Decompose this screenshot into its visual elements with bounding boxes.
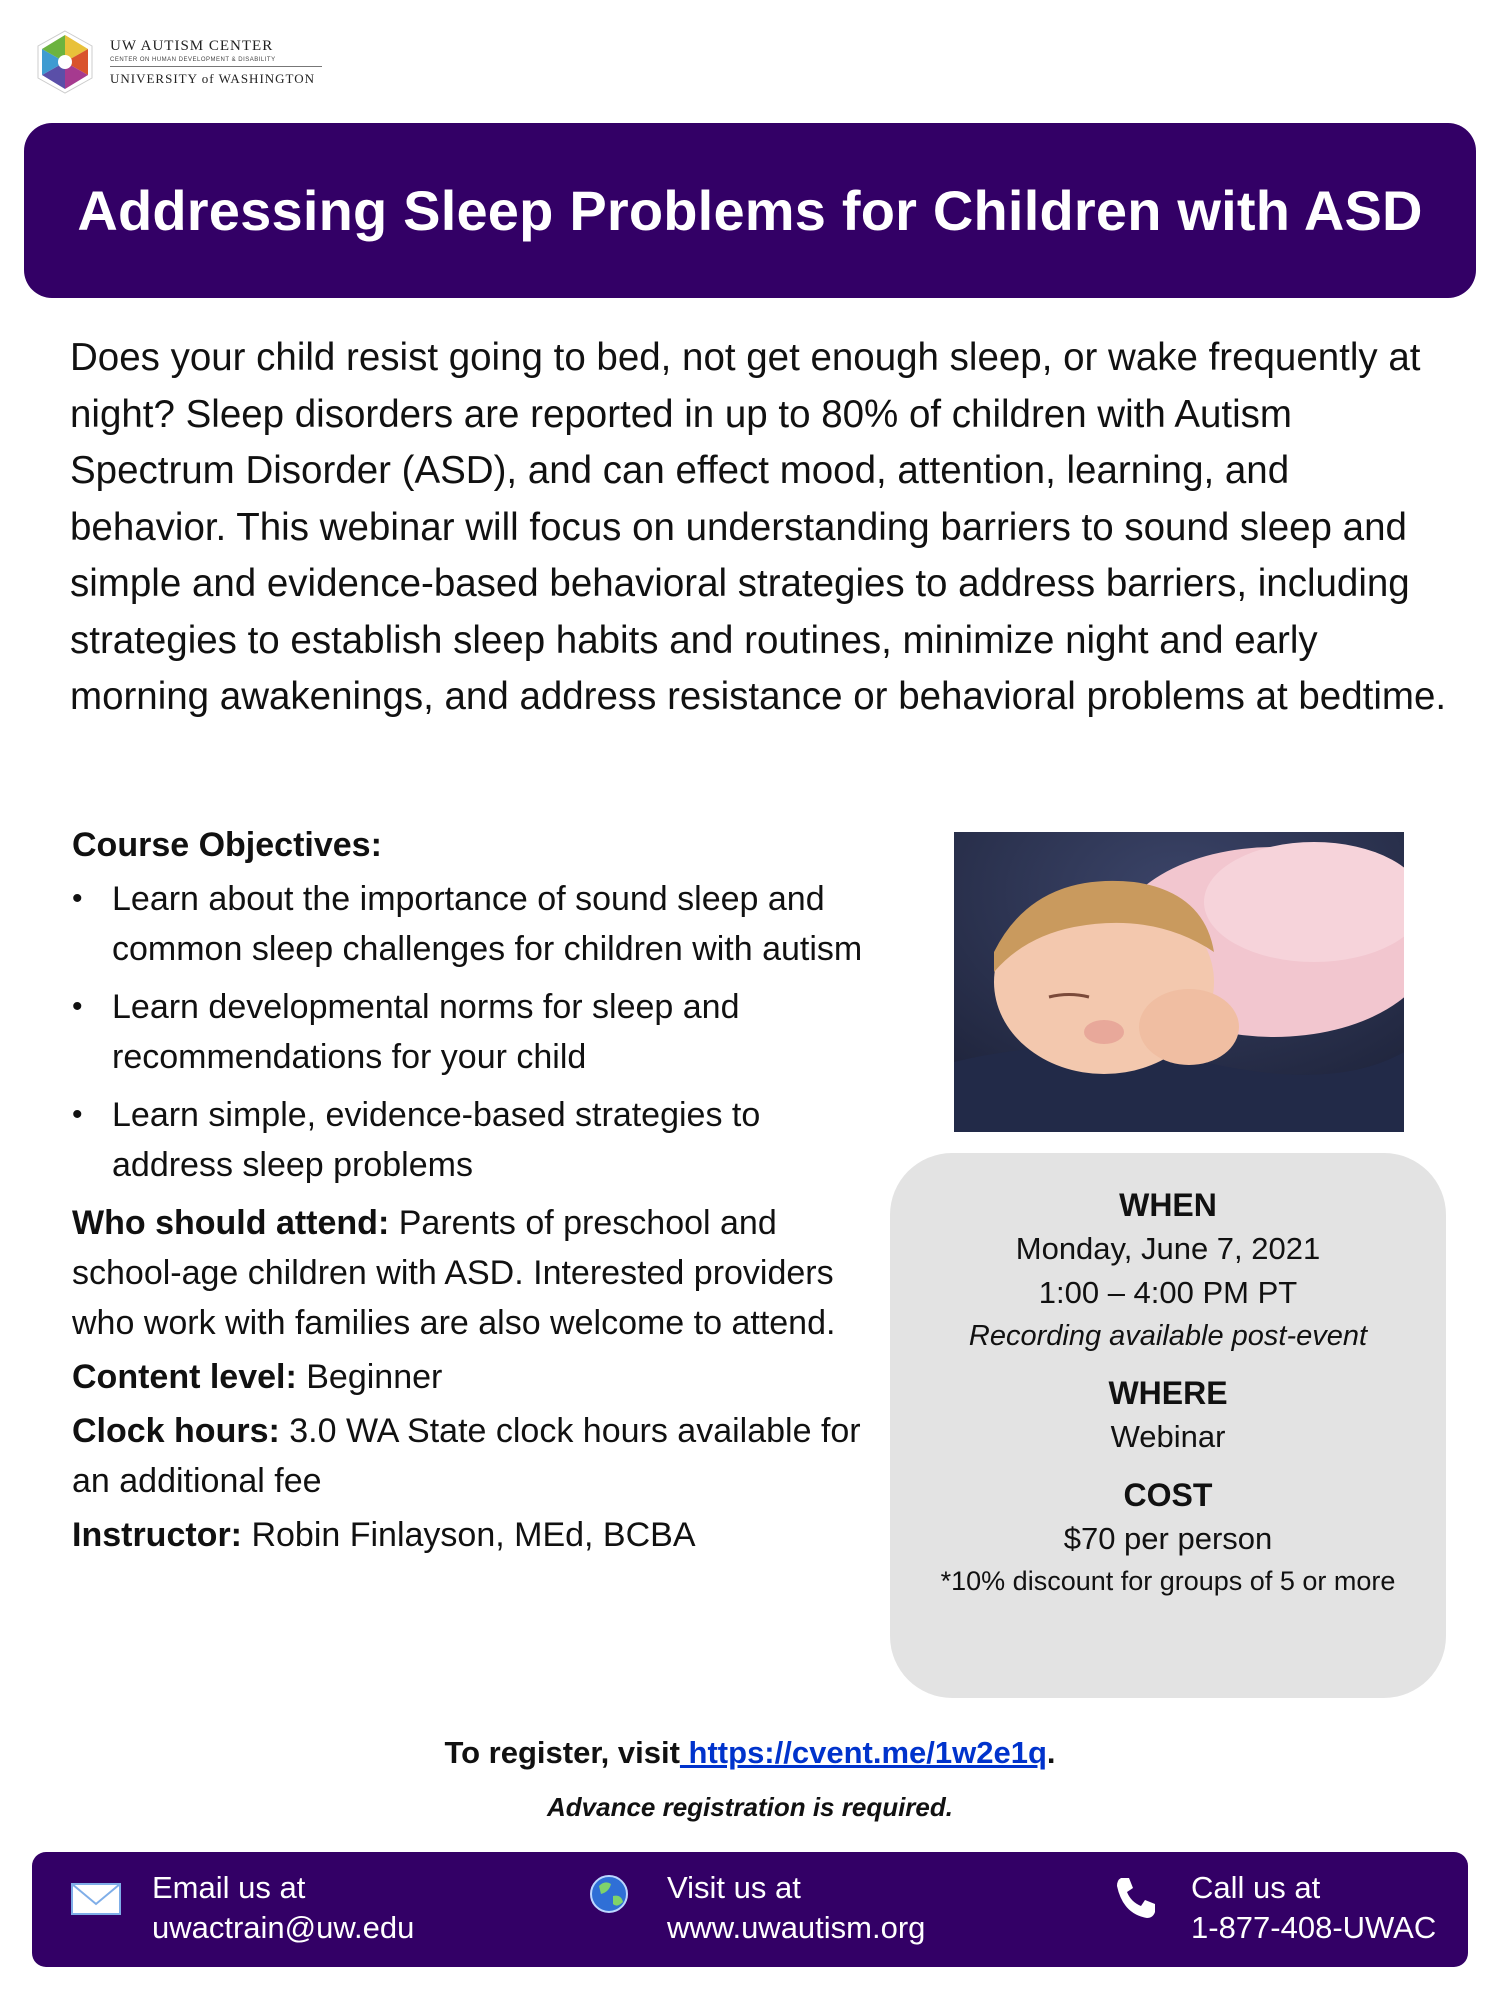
page-title: Addressing Sleep Problems for Children with ASD [77,179,1423,242]
phone-contact[interactable] [1109,1868,1436,1948]
bullet-icon: • [72,1098,83,1131]
where-heading: WHERE [1108,1375,1228,1411]
audience-field: Who should attend: Parents of preschool and school-age children with ASD. Interested providers who work with families are also welcome to attend. [72,1204,836,1342]
intro-paragraph: Does your child resist going to bed, not get enough sleep, or wake frequently at night? Sleep disorders are reported in up to 80% of children with Autism Spectrum Disorder (ASD), and can effect mood, attention, learning, and behavior. This webinar will focus on understanding barriers to sound sleep and simple and evidence-based behavioral strategies to address barriers, including strategies to establish sleep habits and routines, minimize night and early morning awakenings, and address resistance or behavioral problems at bedtime. [70,336,1447,718]
instructor-field: Instructor: Robin Finlayson, MEd, BCBA [72,1516,696,1554]
email-contact[interactable] [70,1868,414,1948]
bullet-icon: • [72,882,83,915]
list-item: • Learn about the importance of sound sleep and common sleep challenges for children with autism [72,874,872,974]
hexagon-handprints-logo-icon [32,29,98,95]
event-location: Webinar [1110,1419,1226,1454]
bullet-icon: • [72,990,83,1023]
list-item: • Learn developmental norms for sleep and recommendations for your child [72,982,872,1082]
course-details [72,820,872,1560]
objectives-list [72,874,872,1190]
envelope-icon [70,1872,122,1924]
list-item: • Learn simple, evidence-based strategies to address sleep problems [72,1090,872,1190]
recording-note: Recording available post-event [968,1320,1368,1352]
university-name: UNIVERSITY of WASHINGTON [110,70,316,86]
org-subtitle: CENTER ON HUMAN DEVELOPMENT & DISABILITY [110,57,322,67]
when-heading: WHEN [1119,1187,1217,1223]
email-label: Email us at [152,1870,306,1905]
phone-number[interactable]: 1-877-408-UWAC [1191,1910,1437,1945]
email-address[interactable]: uwactrain@uw.edu [152,1910,415,1945]
sleeping-child-icon [954,832,1404,1132]
content-level-field: Content level: Beginner [72,1358,443,1396]
cost-heading: COST [1123,1477,1213,1513]
register-line: To register, visit https://cvent.me/1w2e1q. [444,1735,1056,1770]
website-url[interactable]: www.uwautism.org [667,1910,926,1945]
event-info-box [890,1153,1446,1698]
event-time: 1:00 – 4:00 PM PT [1038,1275,1298,1310]
objectives-heading: Course Objectives: [72,826,382,864]
phone-label: Call us at [1191,1870,1321,1905]
uw-autism-center-logo [32,26,342,98]
advance-registration-note: Advance registration is required. [546,1792,953,1822]
registration-link[interactable]: https://cvent.me/1w2e1q [679,1735,1047,1770]
website-label: Visit us at [667,1870,801,1905]
contact-footer [32,1852,1468,1967]
title-banner [24,123,1476,298]
event-cost: $70 per person [1063,1521,1273,1556]
group-discount: *10% discount for groups of 5 or more [940,1566,1396,1596]
org-name: UW AUTISM CENTER [110,37,274,54]
sleeping-child-photo [954,832,1404,1132]
phone-icon [1109,1872,1161,1924]
website-contact[interactable] [585,1868,925,1948]
globe-icon [585,1872,637,1924]
clock-hours-field: Clock hours: 3.0 WA State clock hours available for an additional fee [72,1412,861,1500]
event-date: Monday, June 7, 2021 [1015,1231,1321,1266]
